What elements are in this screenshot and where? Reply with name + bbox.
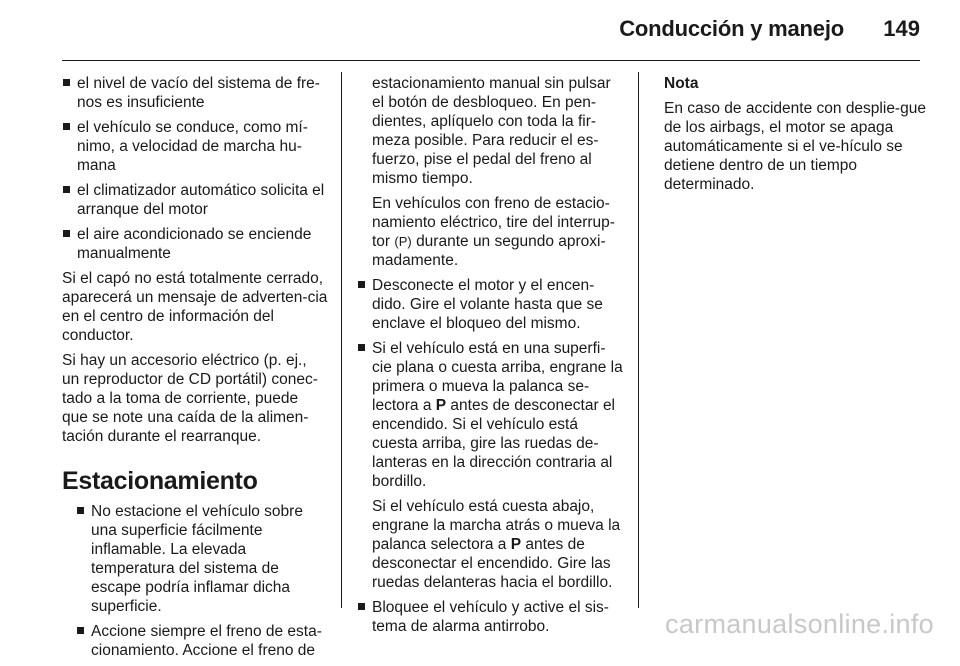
header-divider bbox=[62, 60, 920, 61]
column-3 bbox=[664, 74, 926, 200]
list-item bbox=[357, 339, 625, 491]
list-item: el vehículo se conduce, como mí-nimo, a velocidad de marcha hu-mana bbox=[62, 118, 328, 175]
paragraph-text: durante un segundo aproxi-madamente. bbox=[372, 233, 606, 269]
watermark: carmanualsonline.info bbox=[665, 609, 934, 639]
paragraph-text: En vehículos con freno de estacio-namiento eléctrico, tire del interrup-tor bbox=[372, 195, 615, 250]
page-header bbox=[0, 16, 960, 52]
page-title: Conducción y manejo bbox=[619, 16, 844, 41]
note-text: En caso de accidente con desplie-gue de los airbags, el motor se apaga automáticamente si el ve-hículo se detiene dentro de un tiempo determinado. bbox=[664, 100, 926, 193]
parking-brake-icon: (P) bbox=[394, 234, 412, 249]
list-item-text: Si el vehículo está en una superfi-cie plana o cuesta arriba, engrane la primera o mueva la palanca se-lectora a bbox=[372, 340, 623, 414]
column-divider-1 bbox=[341, 72, 342, 608]
page-number: 149 bbox=[883, 16, 920, 41]
list-item: el aire acondicionado se enciende manualmente bbox=[62, 225, 328, 263]
paragraph: Si hay un accesorio eléctrico (p. ej., un reproductor de CD portátil) conec-tado a la toma de corriente, puede que se note una caída de la alimen-tación durante el rearranque. bbox=[62, 352, 318, 445]
list-item: Desconecte el motor y el encen-dido. Gire el volante hasta que se enclave el bloqueo del mismo. bbox=[357, 276, 625, 333]
column-1 bbox=[62, 74, 328, 666]
paragraph-text: Si el vehículo está cuesta abajo, engrane la marcha atrás o mueva la palanca selectora a bbox=[372, 498, 621, 553]
paragraph: Si el capó no está totalmente cerrado, aparecerá un mensaje de adverten-cia en el centro de información del conductor. bbox=[62, 270, 328, 344]
note-title: Nota bbox=[664, 75, 699, 92]
list-item: el climatizador automático solicita el arranque del motor bbox=[62, 181, 328, 219]
list-item-text: antes de desconectar el encendido. Si el vehículo está cuesta arriba, gire las ruedas de-lanteras en la dirección contraria al bordillo. bbox=[372, 397, 616, 490]
paragraph-text: antes de desconectar el encendido. Gire las ruedas delanteras hacia el bordillo. bbox=[372, 536, 613, 591]
paragraph: estacionamiento manual sin pulsar el botón de desbloqueo. En pen-dientes, aplíquelo con toda la fir-meza posible. Para reducir el es-fuerzo, pise el pedal del freno al mismo tiempo. bbox=[372, 75, 611, 187]
column-divider-2 bbox=[638, 72, 639, 608]
column-2 bbox=[357, 74, 625, 642]
gear-p-label: P bbox=[435, 397, 447, 414]
paragraph bbox=[357, 497, 625, 592]
gear-p-label: P bbox=[510, 536, 522, 553]
list-item: Bloquee el vehículo y active el sis-tema de alarma antirrobo. bbox=[357, 598, 625, 636]
section-heading: Estacionamiento bbox=[62, 467, 258, 495]
list-item: No estacione el vehículo sobre una superficie fácilmente inflamable. La elevada temperatura del sistema de escape podría inflamar dicha superficie. bbox=[76, 502, 328, 616]
list-item: Accione siempre el freno de esta-cionamiento. Accione el freno de bbox=[76, 622, 328, 660]
paragraph bbox=[357, 194, 625, 270]
list-item: el nivel de vacío del sistema de fre-nos es insuficiente bbox=[62, 74, 328, 112]
